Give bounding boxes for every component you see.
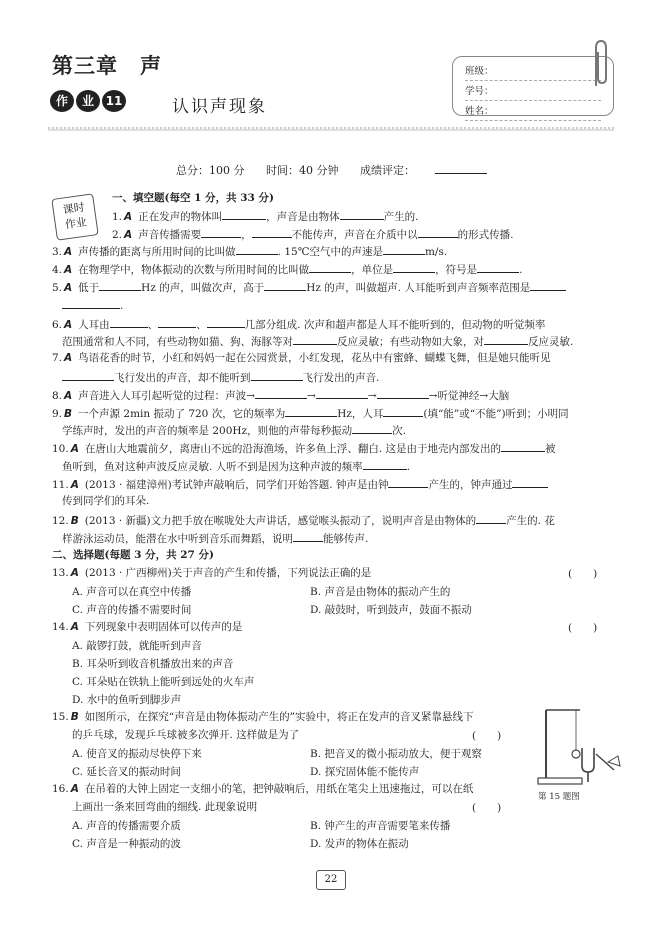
question-2: 2. A 声音传播需要 ， 不能传声，声音在介质中以 的形式传播. bbox=[112, 226, 514, 242]
option-15-b[interactable]: B. 把音叉的微小振动放大，便于观察 bbox=[310, 748, 482, 760]
answer-paren-15[interactable]: ( ) bbox=[472, 730, 502, 742]
option-16-d[interactable]: D. 发声的物体在振动 bbox=[310, 838, 409, 850]
answer-paren-16[interactable]: ( ) bbox=[472, 802, 502, 814]
question-5: 5. A 低于 Hz 的声，叫做次声，高于 Hz 的声，叫做超声. 人耳能听到声音频率范围是 bbox=[52, 279, 566, 295]
question-10: 10. A 在唐山大地震前夕，离唐山不远的沿海渔场，许多鱼上浮、翻白. 这是由于地壳内部发出的 被 bbox=[52, 440, 556, 456]
grade-blank[interactable] bbox=[435, 173, 487, 174]
question-11-line-2: 传到同学们的耳朵. bbox=[62, 495, 150, 507]
badge-char-2: 业 bbox=[76, 90, 100, 112]
option-13-b[interactable]: B. 声音是由物体的振动产生的 bbox=[310, 586, 451, 598]
question-11: 11. A (2013 · 福建漳州)考试钟声敲响后，同学们开始答题. 钟声是由钟 产生的，钟声通过 bbox=[52, 476, 548, 492]
question-16: 16. A 在吊着的大钟上固定一支细小的笔，把钟敲响后，用纸在笔尖上迅速拖过，可以在纸 bbox=[52, 783, 474, 795]
option-15-d[interactable]: D. 探究固体能不能传声 bbox=[310, 766, 420, 778]
option-13-d[interactable]: D. 敲鼓时，听到鼓声，鼓面不振动 bbox=[310, 604, 472, 616]
question-16-line-2: 上画出一条来回弯曲的细线. 此现象说明 bbox=[72, 801, 258, 813]
question-9-line-2: 学练声时，发出的声音的频率是 200Hz，则他的声带每秒振动 次. bbox=[62, 422, 406, 438]
badge-number: 11 bbox=[102, 90, 126, 112]
grade-label: 成绩评定： bbox=[360, 164, 415, 177]
name-field[interactable]: 姓名： bbox=[465, 104, 601, 121]
question-12: 12. B (2013 · 新疆)文力把手放在喉咙处大声讲话，感觉喉头振动了，说明声音是由物体的 产生的. 花 bbox=[52, 512, 555, 528]
option-13-c[interactable]: C. 声音的传播不需要时间 bbox=[72, 604, 192, 616]
section-2-title: 二、选择题(每题 3 分，共 27 分) bbox=[52, 549, 214, 561]
option-15-c[interactable]: C. 延长音叉的振动时间 bbox=[72, 766, 181, 778]
option-16-c[interactable]: C. 声音是一种振动的波 bbox=[72, 838, 181, 850]
figure-caption: 第 15 题图 bbox=[538, 792, 580, 802]
option-14-d[interactable]: D. 水中的鱼听到脚步声 bbox=[72, 694, 182, 706]
student-id-field[interactable]: 学号： bbox=[465, 84, 601, 101]
question-9: 9. B 一个声源 2min 振动了 720 次，它的频率为 Hz，人耳 (填“能”或“不能”)听到；小明同 bbox=[52, 405, 569, 421]
exam-meta bbox=[176, 162, 523, 178]
header-divider bbox=[0, 127, 661, 131]
question-15: 15. B 如图所示，在探究“声音是由物体振动产生的”实验中，将正在发声的音叉紧靠悬线下 bbox=[52, 711, 474, 723]
question-14: 14. A 下列现象中表明固体可以传声的是 bbox=[52, 621, 243, 633]
chapter-title: 第三章 声 bbox=[52, 54, 162, 78]
question-4: 4. A 在物理学中，物体振动的次数与所用时间的比叫做 ，单位是 ，符号是 . bbox=[52, 261, 523, 277]
time-limit: 时间：40 分钟 bbox=[266, 164, 339, 177]
total-score: 总分：100 分 bbox=[176, 164, 245, 177]
option-14-b[interactable]: B. 耳朵听到收音机播放出来的声音 bbox=[72, 658, 234, 670]
section-1-title: 一、填空题(每空 1 分，共 33 分) bbox=[112, 192, 274, 204]
question-15-line-2: 的乒乓球，发现乒乓球被多次弹开. 这样做是为了 bbox=[72, 729, 300, 741]
page-number: 22 bbox=[316, 870, 346, 890]
option-16-b[interactable]: B. 钟产生的声音需要笔来传播 bbox=[310, 820, 451, 832]
tuning-fork-figure bbox=[532, 700, 622, 788]
question-10-line-2: 鱼听到，鱼对这种声波反应灵敏. 人听不到是因为这种声波的频率 . bbox=[62, 458, 410, 474]
paperclip-icon bbox=[588, 38, 612, 88]
homework-badge bbox=[50, 90, 128, 112]
question-1: 1. A 正在发声的物体叫 ，声音是由物体 产生的. bbox=[112, 208, 419, 224]
question-7-line-2: 飞行发出的声音，却不能听到 飞行发出的声音. bbox=[62, 369, 379, 385]
option-16-a[interactable]: A. 声音的传播需要介质 bbox=[72, 820, 181, 832]
lesson-homework-tag: 课时 作业 bbox=[51, 193, 98, 240]
answer-paren-14[interactable]: ( ) bbox=[568, 622, 598, 634]
question-6: 6. A 人耳由 、 、 几部分组成. 次声和超声都是人耳不能听到的，但动物的听觉频率 bbox=[52, 316, 545, 332]
question-13: 13. A (2013 · 广西柳州)关于声音的产生和传播，下列说法正确的是 bbox=[52, 567, 372, 579]
question-5-blank: . bbox=[62, 297, 123, 313]
question-8: 8. A 声音进入人耳引起听觉的过程：声波→ → → →听觉神经→大脑 bbox=[52, 387, 509, 403]
question-7: 7. A 鸟语花香的时节，小红和妈妈一起在公园赏景，小红发现，花丛中有蜜蜂、蝴蝶飞舞，但是她只能听见 bbox=[52, 352, 551, 364]
question-6-line-2: 范围通常和人不同，有些动物如猫、狗、海豚等对 反应灵敏；有些动物如大象，对 反应灵敏. bbox=[62, 333, 573, 349]
question-12-line-2: 样游泳运动员，能潜在水中听到音乐而舞蹈，说明 能够传声. bbox=[62, 530, 368, 546]
option-15-a[interactable]: A. 使音叉的振动尽快停下来 bbox=[72, 748, 202, 760]
option-14-a[interactable]: A. 敲锣打鼓，就能听到声音 bbox=[72, 640, 202, 652]
option-14-c[interactable]: C. 耳朵贴在铁轨上能听到远处的火车声 bbox=[72, 676, 255, 688]
class-field[interactable]: 班级： bbox=[465, 64, 601, 81]
badge-char-1: 作 bbox=[50, 90, 74, 112]
question-3: 3. A 声传播的距离与所用时间的比叫做 . 15℃空气中的声速是 m/s. bbox=[52, 243, 447, 259]
lesson-title: 认识声现象 bbox=[172, 97, 267, 117]
option-13-a[interactable]: A. 声音可以在真空中传播 bbox=[72, 586, 192, 598]
answer-paren-13[interactable]: ( ) bbox=[568, 568, 598, 580]
